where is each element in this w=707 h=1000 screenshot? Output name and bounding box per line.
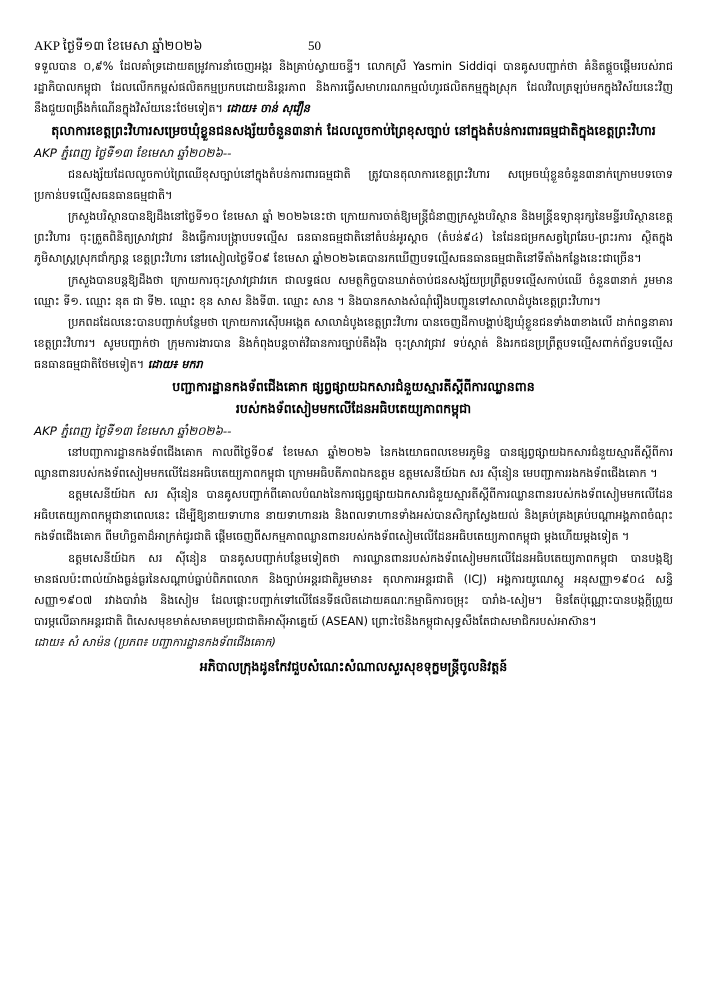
paragraph: ជនសង្ស័យដែលលួចកាប់ព្រៃឈើខុសច្បាប់នៅក្នុងតំបន់ការពារធម្មជាតិ ត្រូវបានតុលាការខេត្តព្រះវិហារ សម្រេចឃុំខ្លួនចំនួន៣នាក់ក្រោមបទចោទប្រកាន់បទល្មើសធនធានធម្មជាតិ។ — [34, 167, 673, 202]
paragraph: ឧត្តមសេនីយ៍ឯក សរ ស៊ីនៀន បានគូសបញ្ជាក់ពីគោលបំណងនៃការផ្សព្វផ្សាយឯកសារជំនួយស្មារតីស្ដីពីការឈ្លានពានរបស់កងទ័ពសៀមមកលើដែនអធិបតេយ្យភាពកម្ពុជានាពេលនេះ ដើម្បីឱ្យនាយទាហាន នាយទាហានរង និងពលទាហានទាំងអស់បានសិក្សាស្វែងយល់ និងគ្រប់គ្រងគ្រប់បណ្ដាអង្គភាពចំណុះកងទ័ពជើងគោក ពីមហិច្ឆតាដ៏អាក្រក់ជូរជាតិ ផ្ដើមចេញពីសកម្មភាពឈ្លានពានរបស់កងទ័ពសៀមលើដែនអធិបតេយ្យភាពកម្ពុជា ម្ដងហើយម្ដងទៀត ។ — [34, 488, 673, 544]
page-number: 50 — [308, 38, 321, 53]
paragraph — [34, 312, 673, 376]
paragraph: នៅបញ្ជាការដ្ឋានកងទ័ពជើងគោក កាលពីថ្ងៃទី០៩ ខែមេសា ឆ្នាំ២០២៦ នៃកងយោធពលខេមរភូមិន្ទ បានផ្សព្វផ្សាយឯកសារជំនួយស្មារតីស្ដីពីការឈ្លានពានរបស់កងទ័ពសៀមមកលើដែនអធិបតេយ្យភាពកម្ពុជា ក្រោមអធិបតីភាពឯកឧត្តម ឧត្តមសេនីយ៍ឯក សរ ស៊ីនៀន មេបញ្ជាការរងកងទ័ពជើងគោក ។ — [34, 445, 673, 480]
headline-governor-don-keo: អភិបាលក្រុងដូនកែវជួបសំណេះសំណាលសួរសុខទុក្ខមន្ត្រីចូលនិវត្តន៍ — [199, 658, 508, 674]
headline-army-line2: របស់កងទ័ពសៀមមកលើដែនអធិបតេយ្យភាពកម្ពុជា — [235, 400, 472, 416]
byline: ដោយ៖ សំ សាម៉ន (ប្រភព៖ បញ្ជាការដ្ឋានកងទ័ពជើងគោក) — [34, 636, 276, 650]
page-header — [34, 26, 673, 53]
byline: ដោយ៖ មករា — [147, 358, 203, 372]
dateline: AKP ភ្នំពេញ ថ្ងៃទី១៣ ខែមេសា ឆ្នាំ២០២៦-- — [34, 145, 232, 160]
paragraph: ក្រសួងបានបន្តឱ្យដឹងថា ក្រោយការចុះស្រាវជ្រាវរកេ ជាលទ្ធផល សមត្ថកិច្ចបានឃាត់ចាប់ជនសង្ស័យប្រព្រឹត្តបទល្មើសកាប់ឈើ ចំនួន៣នាក់ រួមមានឈ្មោះ ទី១. ឈ្មោះ នុត ជា ទី២. ឈ្មោះ ខុន សាស និងទី៣. ឈ្មោះ សាន ។ និងបានកសាងសំណុំរឿងបញ្ជូនទៅសាលាដំបូងខេត្តព្រះវិហារ។ — [34, 273, 673, 308]
article-tail — [34, 56, 673, 120]
page-body — [34, 56, 673, 678]
dateline: AKP ភ្នំពេញ ថ្ងៃទី១៣ ខែមេសា ឆ្នាំ២០២៦-- — [34, 423, 232, 438]
paragraph: ក្រសួងបរិស្ថានបានឱ្យដឹងនៅថ្ងៃទី១០ ខែមេសា ឆ្នាំ ២០២៦នេះថា ក្រោយការចាត់ឱ្យមន្ត្រីជំនាញក្រសួងបរិស្ថាន និងមន្ត្រីឧទ្យានុរក្សនៃមន្ទីរបរិស្ថានខេត្តព្រះវិហារ ចុះត្រួតពិនិត្យស្រាវជ្រាវ និងធ្វើការបង្ក្រាបបទល្មើស ធនធានធម្មជាតិនៅតំបន់អូរស្ដាច (តំបន់៩៤) នៃដែនជម្រកសត្វព្រៃឆែប-ព្រះរការ ស្ថិតក្នុងភូមិសាស្ត្រស្រុកជាំក្សាន្ត ខេត្តព្រះវិហារ នៅរសៀលថ្ងៃទី០៩ ខែមេសា ឆ្នាំ២០២៦គេបានរកឃើញបទល្មើសធនធានធម្មជាតិនៅទីតាំងកន្លែងនេះជាច្រើន។ — [34, 210, 673, 266]
running-head: AKP ថ្ងៃទី១៣ ខែមេសា ឆ្នាំ២០២៦ — [34, 38, 203, 53]
article-tail-text: ទទួលបាន ០,៩% ដែលគាំទ្រដោយតម្រូវការនាំចេញអង្ករ និងគ្រាប់ស្វាយចន្ទី។ លោកស្រី Yasmin Siddiqi បានគូសបញ្ជាក់ថា គំនិតផ្តួចផ្តើមរបស់រាជរដ្ឋាភិបាលកម្ពុជា ដែលលើកកម្ពស់ផលិតកម្មប្រកបដោយនិរន្តរភាព និងការធ្វើសមាហរណកម្មលំហូរផលិតកម្មក្នុងស្រុក ដែលវិលត្រឡប់មកក្នុងវិស័យនេះវិញនឹងជួយពង្រឹងកំណើនក្នុងវិស័យនេះថែមទៀត។ — [34, 60, 673, 116]
headline-court-prey-vihear: តុលាការខេត្តព្រះវិហារសម្រេចឃុំខ្លួនជនសង្ស័យចំនួន៣នាក់ ដែលលួចកាប់ព្រៃខុសច្បាប់ នៅក្នុងតំបន់ការពារធម្មជាតិក្នុងខេត្តព្រះវិហារ — [51, 122, 656, 138]
paragraph: ឧត្តមសេនីយ៍ឯក សរ ស៊ីនៀន បានគូសបញ្ជាក់បន្ថែមទៀតថា ការឈ្លានពានរបស់កងទ័ពសៀមមកលើដែនអធិបតេយ្យភាពកម្ពុជា បានបង្កឱ្យមានផលប៉ះពាល់យ៉ាងធ្ងន់ធ្ងរនៃសណ្ដាប់ធ្នាប់ពិភពលោក និងច្បាប់អន្តរជាតិរួមមាន៖ តុលាការអន្តរជាតិ (ICJ) អង្គការយូណេស្កូ អនុសញ្ញា១៩០៤ សន្ធិសញ្ញា១៩០៧ រវាងបារាំង និងសៀម ដែលផ្ដោះបញ្ជាក់ទៅលើផែនទីផលិតដោយគណៈកម្មាធិការចម្រុះ បារាំង-សៀម។ មិនតែប៉ុណ្ណោះបានបង្កក្ដីព្រួយបារម្ភលើឆាកអន្តរជាតិ ពិសេសមុខមាត់សមាគមប្រជាជាតិអាស៊ីអាគ្នេយ៍ (ASEAN) ព្រោះថៃនិងកម្ពុជាសុទ្ធសឹងតែជាសមាជិករបស់អាស៊ាន។ — [34, 551, 673, 629]
byline: ដោយ៖ ចាន់ សុវឿន — [226, 102, 310, 116]
headline-army-line1: បញ្ជាការដ្ឋានកងទ័ពជើងគោក ផ្សព្វផ្សាយឯកសារជំនួយស្មារតីស្ដីពីការឈ្លានពាន — [172, 378, 535, 394]
paragraph-text: ប្រភពដដែលនេះបានបញ្ជាក់បន្ថែមថា ក្រោយការស៊ើបអង្កេត សាលាដំបូងខេត្តព្រះវិហារ បានចេញដីកាបង្គាប់ឱ្យឃុំខ្លួនជនទាំង៣ខាងលើ ដាក់ពន្ធនាគារខេត្តព្រះវិហារ។ សូមបញ្ជាក់ថា ក្រុមការងារបាន និងកំពុងបន្តចាត់វិធានការច្បាប់តឹងរ៉ឹង ចុះស្រាវជ្រាវ ទប់ស្កាត់ និងរកជនប្រព្រឹត្តបទល្មើសពាក់ព័ន្ធបទល្មើសធនធានធម្មជាតិថែមទៀត។ — [34, 316, 673, 372]
